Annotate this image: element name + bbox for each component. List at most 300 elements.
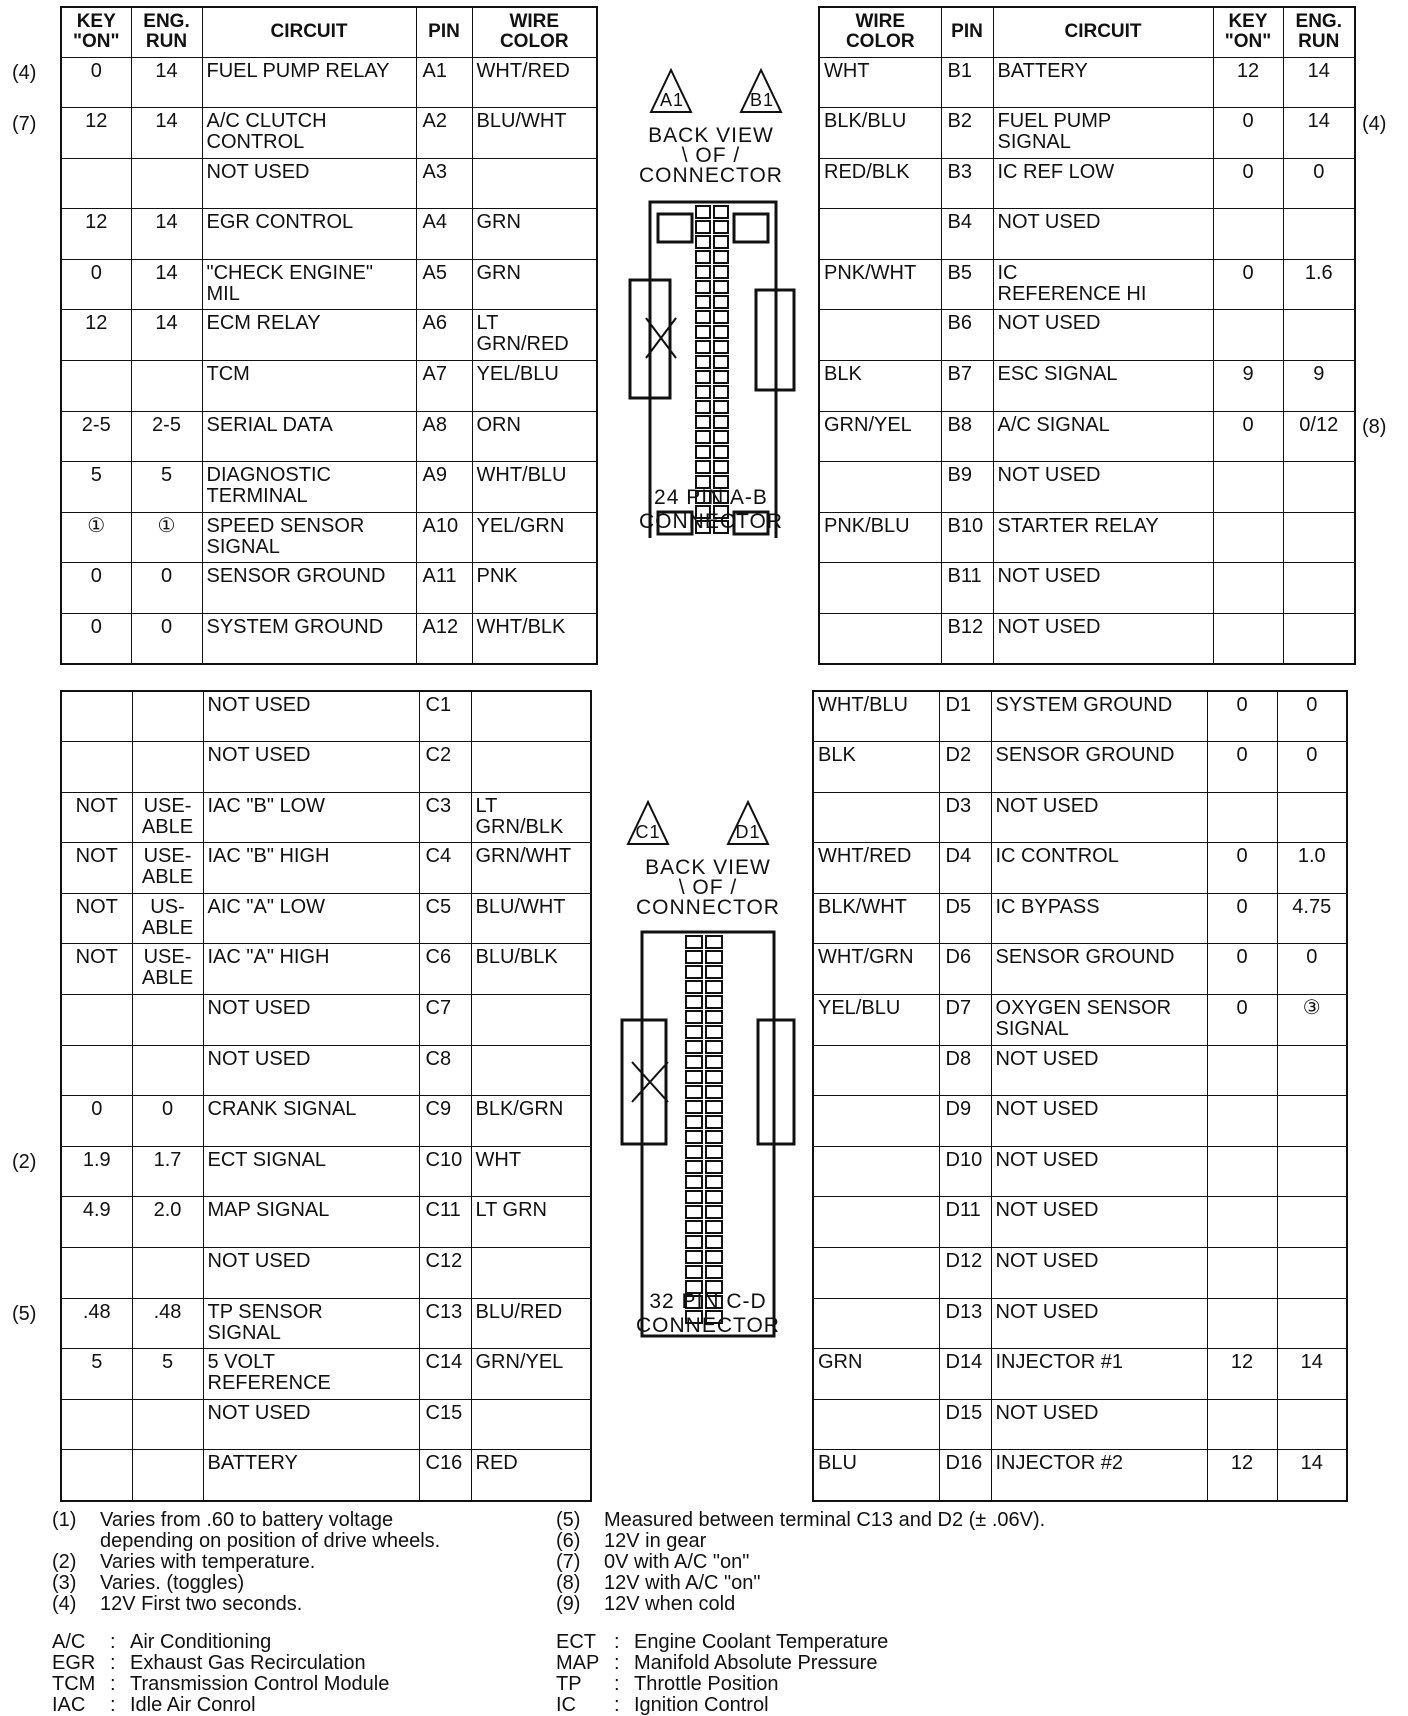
pin-cell: D2 [939, 742, 991, 793]
wire-color-cell: WHT/RED [472, 57, 597, 108]
eng-run-cell: 5 [132, 1349, 203, 1400]
circuit-cell: BATTERY [993, 57, 1213, 108]
circuit-cell: SENSOR GROUND [202, 563, 416, 614]
circuit-cell: NOT USED [993, 614, 1213, 665]
key-on-cell: 0 [1213, 108, 1283, 159]
wire-color-cell [813, 1096, 939, 1147]
eng-run-cell: 14 [1283, 57, 1355, 108]
pin-cell: C4 [419, 843, 471, 894]
pin-cell: D1 [939, 691, 991, 742]
pin-cell: D15 [939, 1399, 991, 1450]
eng-run-cell [1283, 310, 1355, 361]
key-on-cell: 0 [61, 1096, 132, 1147]
eng-run-cell: 0 [1277, 691, 1347, 742]
key-on-cell [1213, 614, 1283, 665]
connector-pin [714, 371, 728, 383]
eng-run-cell: 0 [1277, 742, 1347, 793]
pin-cell: D6 [939, 944, 991, 995]
abbreviation-definition: Air Conditioning [130, 1631, 272, 1653]
eng-run-cell [131, 361, 202, 412]
pin-cell: B5 [941, 259, 993, 310]
header-pin: PIN [941, 7, 993, 57]
circuit-cell: FUEL PUMP SIGNAL [993, 108, 1213, 159]
circuit-cell: SPEED SENSOR SIGNAL [202, 512, 416, 563]
connector-pin [706, 1176, 722, 1188]
table-row [813, 1096, 1347, 1147]
eng-run-cell: 0/12 [1283, 411, 1355, 462]
table-row [61, 1349, 591, 1400]
wire-color-cell: PNK/BLU [819, 512, 941, 563]
circuit-cell: INJECTOR #1 [991, 1349, 1207, 1400]
circuit-cell: TCM [202, 361, 416, 412]
circuit-cell: STARTER RELAY [993, 512, 1213, 563]
pin-cell: C8 [419, 1045, 471, 1096]
circuit-cell: NOT USED [991, 1248, 1207, 1299]
footnote-text: 12V First two seconds. [100, 1593, 303, 1615]
table-row [819, 57, 1355, 108]
footnote-marker: (7) [556, 1551, 581, 1573]
connector-pin [714, 281, 728, 293]
key-on-cell: NOT [61, 792, 132, 843]
side-note: (8) [1362, 416, 1387, 439]
circuit-cell: NOT USED [203, 995, 419, 1046]
connector-pin [706, 1266, 722, 1278]
table-row [813, 1450, 1347, 1501]
wire-color-cell [813, 1248, 939, 1299]
circuit-cell: NOT USED [993, 310, 1213, 361]
header-key-on: KEY "ON" [1213, 7, 1283, 57]
pin-cell: A5 [416, 259, 472, 310]
circuit-cell: NOT USED [991, 1096, 1207, 1147]
pin-cell: A2 [416, 108, 472, 159]
table-row [813, 893, 1347, 944]
connector-pin [714, 461, 728, 473]
table-row [61, 209, 597, 260]
pin-cell: D9 [939, 1096, 991, 1147]
circuit-cell: NOT USED [203, 691, 419, 742]
circuit-cell: NOT USED [993, 563, 1213, 614]
wire-color-cell: WHT/BLK [472, 614, 597, 665]
wire-color-cell: BLU/BLK [471, 944, 591, 995]
wire-color-cell [813, 1146, 939, 1197]
eng-run-cell [1277, 1248, 1347, 1299]
key-on-cell: 0 [61, 57, 131, 108]
connector-ab-back-view: BACK VIEW \ OF / CONNECTOR [639, 124, 783, 187]
connector-pin [706, 1116, 722, 1128]
circuit-cell: AIC "A" LOW [203, 893, 419, 944]
side-note: (4) [1362, 112, 1387, 135]
connector-pin [714, 251, 728, 263]
table-row [819, 209, 1355, 260]
key-on-cell: NOT [61, 843, 132, 894]
connector-pin [696, 431, 710, 443]
connector-cd-back-view: BACK VIEW \ OF / CONNECTOR [636, 856, 780, 919]
pin-cell: C7 [419, 995, 471, 1046]
eng-run-cell: 14 [1277, 1450, 1347, 1501]
table-row [813, 792, 1347, 843]
connector-pin [706, 1131, 722, 1143]
wire-color-cell: LT GRN/RED [472, 310, 597, 361]
wire-color-cell: BLK/BLU [819, 108, 941, 159]
wire-color-cell: WHT [819, 57, 941, 108]
eng-run-cell: 0 [1277, 944, 1347, 995]
connector-ab-diagram [616, 68, 806, 538]
abbreviation-separator: : [614, 1694, 620, 1716]
table-row [61, 411, 597, 462]
table-row [61, 843, 591, 894]
eng-run-cell [1283, 563, 1355, 614]
circuit-cell: DIAGNOSTIC TERMINAL [202, 462, 416, 513]
wire-color-cell: BLU/WHT [471, 893, 591, 944]
pin-cell: B6 [941, 310, 993, 361]
pin-cell: C2 [419, 742, 471, 793]
eng-run-cell: ③ [1277, 995, 1347, 1046]
connector-pin [686, 1071, 702, 1083]
table-row [61, 691, 591, 742]
eng-run-cell [132, 691, 203, 742]
connector-ab-tag-left: A1 [659, 90, 685, 110]
wire-color-cell: BLU/RED [471, 1298, 591, 1349]
table-row [61, 158, 597, 209]
abbreviation-definition: Manifold Absolute Pressure [634, 1652, 878, 1674]
table-row [61, 361, 597, 412]
wire-color-cell [819, 462, 941, 513]
circuit-cell: IC REFERENCE HI [993, 259, 1213, 310]
eng-run-cell: 14 [131, 259, 202, 310]
circuit-cell: NOT USED [991, 792, 1207, 843]
footnote-marker: (8) [556, 1572, 581, 1594]
wire-color-cell: BLU [813, 1450, 939, 1501]
wire-color-cell: PNK [472, 563, 597, 614]
connector-pin [706, 951, 722, 963]
key-on-cell [1213, 209, 1283, 260]
footnote-text: Varies with temperature. [100, 1551, 316, 1573]
pin-cell: C10 [419, 1146, 471, 1197]
connector-pin [714, 206, 728, 218]
wire-color-cell [813, 792, 939, 843]
pinout-table-c [60, 690, 592, 1502]
table-row [813, 1298, 1347, 1349]
key-on-cell: 0 [61, 614, 131, 665]
wire-color-cell: LT GRN/BLK [471, 792, 591, 843]
eng-run-cell [132, 742, 203, 793]
abbreviations-right [556, 1632, 1116, 1716]
eng-run-cell: 14 [131, 57, 202, 108]
abbreviation-term: EGR [52, 1652, 96, 1674]
key-on-cell [1207, 1045, 1277, 1096]
pin-cell: D11 [939, 1197, 991, 1248]
abbreviation-term: TP [556, 1673, 582, 1695]
abbreviation-definition: Engine Coolant Temperature [634, 1631, 889, 1653]
key-on-cell: ① [61, 512, 131, 563]
eng-run-cell: 14 [131, 108, 202, 159]
connector-pin [706, 1251, 722, 1263]
eng-run-cell [132, 1045, 203, 1096]
key-on-cell [1213, 462, 1283, 513]
eng-run-cell: 1.7 [132, 1146, 203, 1197]
wire-color-cell [819, 310, 941, 361]
wire-color-cell: BLK [813, 742, 939, 793]
key-on-cell: 0 [1207, 691, 1277, 742]
table-row [819, 259, 1355, 310]
abbreviation-term: A/C [52, 1631, 86, 1653]
table-row [61, 1146, 591, 1197]
abbreviation-definition: Throttle Position [634, 1673, 779, 1695]
key-on-cell: 1.9 [61, 1146, 132, 1197]
connector-pin [714, 296, 728, 308]
key-on-cell [61, 1248, 132, 1299]
table-row [813, 944, 1347, 995]
wire-color-cell: WHT/GRN [813, 944, 939, 995]
wire-color-cell: GRN [472, 209, 597, 260]
key-on-cell: 0 [61, 259, 131, 310]
key-on-cell: 0 [1207, 843, 1277, 894]
connector-pin [696, 371, 710, 383]
eng-run-cell [1283, 209, 1355, 260]
table-row [61, 792, 591, 843]
circuit-cell: IC REF LOW [993, 158, 1213, 209]
table-row [61, 742, 591, 793]
table-row [61, 462, 597, 513]
footnote-marker: (9) [556, 1593, 581, 1615]
connector-pin [706, 1056, 722, 1068]
circuit-cell: 5 VOLT REFERENCE [203, 1349, 419, 1400]
circuit-cell: A/C CLUTCH CONTROL [202, 108, 416, 159]
pin-cell: D16 [939, 1450, 991, 1501]
circuit-cell: A/C SIGNAL [993, 411, 1213, 462]
pin-cell: A11 [416, 563, 472, 614]
pin-cell: A8 [416, 411, 472, 462]
abbreviation-separator: : [614, 1631, 620, 1653]
abbreviation-separator: : [110, 1694, 116, 1716]
pin-cell: C16 [419, 1450, 471, 1501]
side-note: (2) [12, 1151, 37, 1174]
connector-cd-tag-right: D1 [735, 822, 761, 842]
pin-cell: D5 [939, 893, 991, 944]
circuit-cell: ECT SIGNAL [203, 1146, 419, 1197]
header-eng-run: ENG. RUN [131, 7, 202, 57]
wire-color-cell: RED/BLK [819, 158, 941, 209]
eng-run-cell: 1.6 [1283, 259, 1355, 310]
footnote-text: Measured between terminal C13 and D2 (± .06V). [604, 1509, 1046, 1531]
wire-color-cell [819, 209, 941, 260]
connector-pin [696, 206, 710, 218]
eng-run-cell: 5 [131, 462, 202, 513]
eng-run-cell: 14 [1283, 108, 1355, 159]
key-on-cell: 5 [61, 1349, 132, 1400]
wire-color-cell [471, 1045, 591, 1096]
connector-pin [706, 1086, 722, 1098]
key-on-cell [61, 361, 131, 412]
eng-run-cell: 0 [1283, 158, 1355, 209]
wire-color-cell [819, 614, 941, 665]
footnote [556, 1531, 1116, 1552]
connector-pin [686, 951, 702, 963]
eng-run-cell: US- ABLE [132, 893, 203, 944]
side-note: (4) [12, 62, 37, 84]
table-row [819, 310, 1355, 361]
connector-pin [686, 981, 702, 993]
connector-pin [686, 1161, 702, 1173]
connector-pin [706, 1101, 722, 1113]
key-on-cell: 4.9 [61, 1197, 132, 1248]
abbreviation [556, 1632, 1116, 1653]
wire-color-cell: LT GRN [471, 1197, 591, 1248]
table-row [61, 995, 591, 1046]
key-on-cell [1207, 1248, 1277, 1299]
connector-pin [696, 281, 710, 293]
key-on-cell [1207, 1298, 1277, 1349]
wire-color-cell: PNK/WHT [819, 259, 941, 310]
table-row [819, 462, 1355, 513]
abbreviation-definition: Idle Air Conrol [130, 1694, 256, 1716]
connector-pin [696, 446, 710, 458]
eng-run-cell: 0 [131, 563, 202, 614]
connector-pin [696, 461, 710, 473]
key-on-cell [61, 1450, 132, 1501]
connector-pin [714, 416, 728, 428]
connector-pin [706, 981, 722, 993]
key-on-cell [1207, 1197, 1277, 1248]
wire-color-cell: YEL/GRN [472, 512, 597, 563]
key-on-cell [61, 1045, 132, 1096]
table-row [61, 108, 597, 159]
circuit-cell: CRANK SIGNAL [203, 1096, 419, 1147]
abbreviation-definition: Ignition Control [634, 1694, 769, 1716]
eng-run-cell [1277, 1298, 1347, 1349]
key-on-cell: 0 [1213, 158, 1283, 209]
key-on-cell: NOT [61, 944, 132, 995]
pin-cell: D3 [939, 792, 991, 843]
wire-color-cell: GRN/WHT [471, 843, 591, 894]
wire-color-cell [471, 1248, 591, 1299]
abbreviation-term: MAP [556, 1652, 600, 1674]
key-on-cell [1207, 1096, 1277, 1147]
connector-pin [714, 356, 728, 368]
connector-pin [686, 966, 702, 978]
table-row [813, 1146, 1347, 1197]
wire-color-cell: WHT/BLU [472, 462, 597, 513]
connector-pin [706, 936, 722, 948]
circuit-cell: FUEL PUMP RELAY [202, 57, 416, 108]
connector-pin [686, 1116, 702, 1128]
wire-color-cell: WHT [471, 1146, 591, 1197]
footnote [52, 1510, 552, 1552]
key-on-cell: 12 [1207, 1349, 1277, 1400]
abbreviation-definition: Exhaust Gas Recirculation [130, 1652, 366, 1674]
circuit-cell: SENSOR GROUND [991, 742, 1207, 793]
wire-color-cell [471, 742, 591, 793]
circuit-cell: ESC SIGNAL [993, 361, 1213, 412]
key-on-cell: 0 [61, 563, 131, 614]
eng-run-cell: 4.75 [1277, 893, 1347, 944]
pin-cell: A6 [416, 310, 472, 361]
key-on-cell [61, 742, 132, 793]
wire-color-cell: BLK/WHT [813, 893, 939, 944]
circuit-cell: ECM RELAY [202, 310, 416, 361]
footnote-marker: (3) [52, 1572, 77, 1594]
table-row [61, 563, 597, 614]
key-on-cell: 12 [1207, 1450, 1277, 1501]
eng-run-cell [132, 1399, 203, 1450]
circuit-cell: BATTERY [203, 1450, 419, 1501]
key-on-cell [61, 995, 132, 1046]
pin-cell: D13 [939, 1298, 991, 1349]
abbreviation-term: IAC [52, 1694, 86, 1716]
connector-pin [714, 221, 728, 233]
key-on-cell: 0 [1207, 893, 1277, 944]
connector-pin [696, 266, 710, 278]
wire-color-cell [472, 158, 597, 209]
footnote-marker: (1) [52, 1509, 77, 1531]
abbreviation-definition: Transmission Control Module [130, 1673, 390, 1695]
eng-run-cell [1277, 1197, 1347, 1248]
pin-cell: C14 [419, 1349, 471, 1400]
circuit-cell: OXYGEN SENSOR SIGNAL [991, 995, 1207, 1046]
connector-pin [686, 996, 702, 1008]
table-row [813, 1045, 1347, 1096]
table-row [61, 614, 597, 665]
pin-cell: B7 [941, 361, 993, 412]
key-on-cell: 9 [1213, 361, 1283, 412]
table-row [813, 1197, 1347, 1248]
circuit-cell: NOT USED [203, 742, 419, 793]
wire-color-cell [813, 1298, 939, 1349]
key-on-cell: 12 [61, 209, 131, 260]
pin-cell: B12 [941, 614, 993, 665]
connector-cd-label: 32 PIN C-D CONNECTOR [636, 1290, 780, 1337]
circuit-cell: IAC "B" HIGH [203, 843, 419, 894]
connector-pin [686, 1236, 702, 1248]
circuit-cell: NOT USED [993, 209, 1213, 260]
pin-cell: B2 [941, 108, 993, 159]
table-row [61, 893, 591, 944]
pin-cell: C1 [419, 691, 471, 742]
connector-pin [706, 1146, 722, 1158]
footnote-text: Varies from .60 to battery voltage depending on position of drive wheels. [100, 1509, 441, 1552]
connector-pin [686, 1206, 702, 1218]
connector-pin [706, 1026, 722, 1038]
wire-color-cell: WHT/BLU [813, 691, 939, 742]
connector-pin [714, 386, 728, 398]
pin-cell: D10 [939, 1146, 991, 1197]
pin-cell: A12 [416, 614, 472, 665]
pin-cell: A3 [416, 158, 472, 209]
connector-pin [706, 1071, 722, 1083]
wire-color-cell: GRN [813, 1349, 939, 1400]
wire-color-cell [813, 1045, 939, 1096]
circuit-cell: IC CONTROL [991, 843, 1207, 894]
connector-ab-tag-right: B1 [749, 90, 775, 110]
pin-cell: C11 [419, 1197, 471, 1248]
header-key-on: KEY "ON" [61, 7, 131, 57]
eng-run-cell [131, 158, 202, 209]
connector-pin [696, 416, 710, 428]
wire-color-cell [471, 995, 591, 1046]
connector-pin [706, 1161, 722, 1173]
abbreviation [52, 1632, 552, 1653]
footnote-marker: (4) [52, 1593, 77, 1615]
table-row [61, 1248, 591, 1299]
pin-cell: C15 [419, 1399, 471, 1450]
header-circuit: CIRCUIT [993, 7, 1213, 57]
key-on-cell: 5 [61, 462, 131, 513]
eng-run-cell [1283, 462, 1355, 513]
footnote-text: 12V when cold [604, 1593, 736, 1615]
wire-color-cell [813, 1197, 939, 1248]
pin-cell: B10 [941, 512, 993, 563]
connector-pin [686, 1041, 702, 1053]
